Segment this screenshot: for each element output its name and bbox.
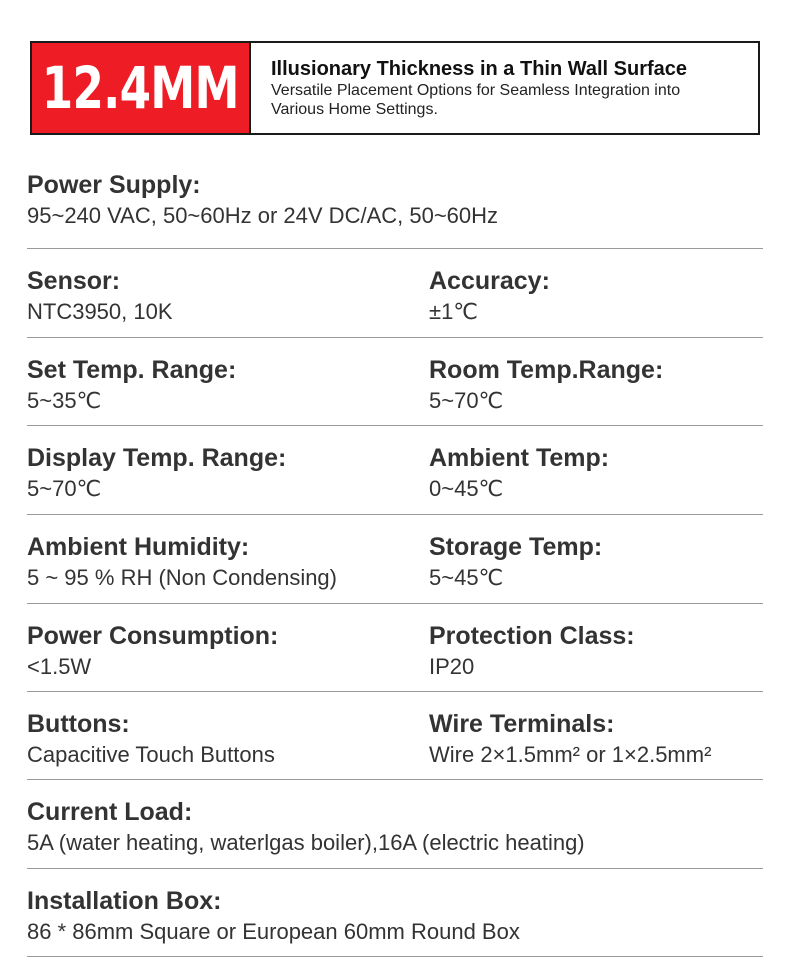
spec-ambient-temp: [429, 443, 763, 514]
thickness-badge-text: 12.4MM: [42, 54, 240, 122]
spec-label: Display Temp. Range:: [27, 444, 287, 472]
spec-protection-class: [429, 621, 763, 691]
spec-value: 5~70℃: [27, 476, 102, 501]
thickness-badge: [32, 43, 251, 133]
spec-value: NTC3950, 10K: [27, 299, 173, 324]
spec-ambient-humidity: [27, 532, 429, 603]
spec-value: Wire 2×1.5mm² or 1×2.5mm²: [429, 742, 712, 767]
spec-label: Protection Class:: [429, 622, 635, 650]
spec-installation-box: [27, 886, 763, 956]
banner-subtitle: Versatile Placement Options for Seamless Integration into Various Home Settings.: [271, 82, 681, 118]
spec-value: 5~45℃: [429, 565, 504, 590]
spec-power-consumption: [27, 621, 429, 691]
spec-display-temp-range: [27, 443, 429, 514]
spec-storage-temp: [429, 532, 763, 603]
spec-value: 86 * 86mm Square or European 60mm Round Box: [27, 919, 520, 944]
spec-row-temp-range: [27, 338, 763, 426]
spec-label: Current Load:: [27, 798, 193, 826]
spec-row-power-supply: [27, 170, 763, 249]
spec-current-load: [27, 797, 763, 868]
spec-label: Ambient Temp:: [429, 444, 610, 472]
spec-label: Sensor:: [27, 267, 121, 295]
spec-row-power-consumption: [27, 604, 763, 692]
spec-row-humidity: [27, 515, 763, 604]
spec-table: [27, 170, 763, 957]
spec-label: Power Supply:: [27, 171, 201, 199]
banner-title: Illusionary Thickness in a Thin Wall Surface: [271, 58, 688, 80]
spec-label: Power Consumption:: [27, 622, 279, 650]
spec-buttons: [27, 709, 429, 779]
spec-wire-terminals: [429, 709, 763, 779]
spec-value: 5~70℃: [429, 388, 504, 413]
spec-accuracy: [429, 266, 763, 337]
spec-row-installation-box: [27, 869, 763, 957]
spec-label: Installation Box:: [27, 887, 222, 915]
spec-row-buttons: [27, 692, 763, 780]
spec-set-temp-range: [27, 355, 429, 425]
spec-value: 5~35℃: [27, 388, 102, 413]
spec-value: Capacitive Touch Buttons: [27, 742, 275, 767]
spec-value: <1.5W: [27, 654, 92, 679]
spec-row-sensor: [27, 249, 763, 338]
spec-value: IP20: [429, 654, 475, 679]
spec-power-supply: [27, 170, 763, 248]
spec-label: Accuracy:: [429, 267, 550, 295]
spec-label: Storage Temp:: [429, 533, 603, 561]
spec-value: 5 ~ 95 % RH (Non Condensing): [27, 565, 337, 590]
spec-label: Wire Terminals:: [429, 710, 615, 738]
spec-row-display-temp: [27, 426, 763, 515]
spec-value: 5A (water heating, waterlgas boiler),16A (electric heating): [27, 830, 585, 855]
spec-room-temp-range: [429, 355, 763, 425]
spec-label: Ambient Humidity:: [27, 533, 250, 561]
banner-text: [251, 43, 711, 133]
spec-label: Room Temp.Range:: [429, 356, 664, 384]
feature-banner: [30, 41, 760, 135]
spec-value: 95~240 VAC, 50~60Hz or 24V DC/AC, 50~60Hz: [27, 203, 499, 228]
spec-sensor: [27, 266, 429, 337]
spec-value: 0~45℃: [429, 476, 504, 501]
spec-label: Buttons:: [27, 710, 130, 738]
spec-label: Set Temp. Range:: [27, 356, 237, 384]
spec-value: ±1℃: [429, 299, 479, 324]
spec-row-current-load: [27, 780, 763, 869]
